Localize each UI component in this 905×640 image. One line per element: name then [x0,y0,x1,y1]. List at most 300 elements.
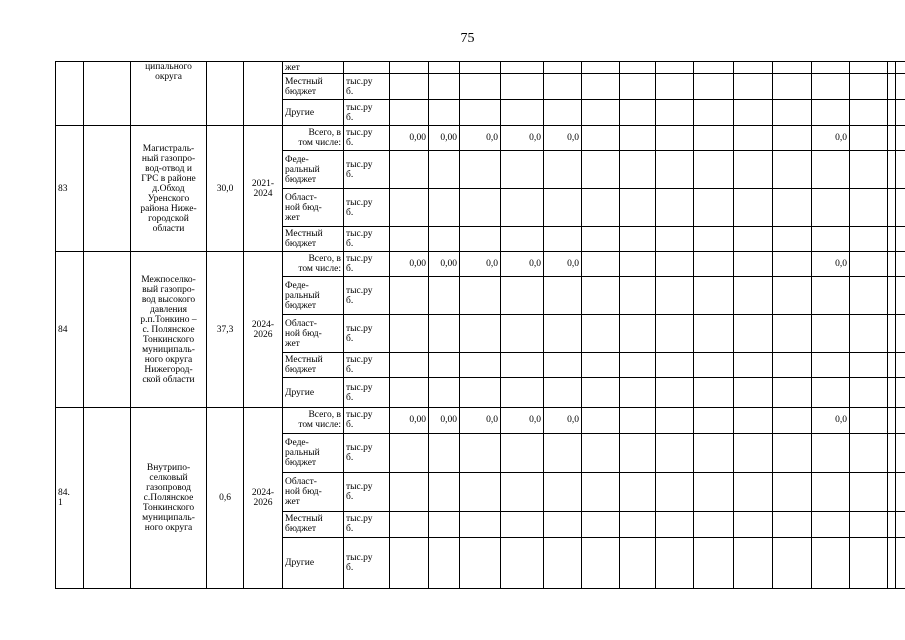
source-label: Област- ной бюд- жет [283,472,344,511]
empty-cell [896,151,905,189]
empty-cell [850,151,888,189]
empty-cell [734,472,773,511]
empty-cell [429,277,460,315]
empty-cell [501,315,544,353]
empty-cell [694,189,734,227]
source-label: Феде- ральный бюджет [283,151,344,189]
value-cell: 0,00 [390,252,429,277]
source-label: Местный бюджет [283,511,344,537]
empty-cell [656,511,694,537]
empty-cell [390,511,429,537]
empty-cell [582,100,620,126]
empty-cell [501,433,544,472]
empty-cell [694,227,734,252]
row-number: 84. 1 [56,408,84,589]
source-label: Област- ной бюд- жет [283,189,344,227]
empty-cell [544,277,582,315]
empty-cell [734,252,773,277]
empty-cell [390,537,429,588]
empty-cell [390,74,429,100]
empty-cell [896,408,905,434]
empty-cell [429,433,460,472]
empty-cell [812,472,850,511]
row-number [56,62,84,126]
empty-cell [888,537,896,588]
empty-cell [460,511,501,537]
period-cell: 2021- 2024 [244,126,283,252]
empty-cell [656,74,694,100]
empty-cell [460,353,501,378]
source-label: Другие [283,378,344,408]
empty-cell [773,252,812,277]
empty-cell [656,151,694,189]
empty-cell [544,315,582,353]
empty-cell [850,100,888,126]
length-cell [207,62,244,126]
empty-cell [429,151,460,189]
unit-cell: тыс.ру б. [344,100,390,126]
source-label: Местный бюджет [283,74,344,100]
empty-cell [501,227,544,252]
empty-cell [812,74,850,100]
empty-cell [501,378,544,408]
empty-cell [812,189,850,227]
empty-cell [888,378,896,408]
empty-cell [656,378,694,408]
empty-cell [460,74,501,100]
empty-cell [501,151,544,189]
empty-cell [896,126,905,151]
source-label: Местный бюджет [283,227,344,252]
value-cell: 0,0 [544,126,582,151]
empty-cell [620,433,656,472]
empty-cell [582,353,620,378]
empty-cell [888,277,896,315]
empty-cell [620,252,656,277]
empty-cell [390,353,429,378]
empty-cell [582,472,620,511]
empty-cell [888,408,896,434]
length-cell: 0,6 [207,408,244,589]
empty-cell [460,433,501,472]
table-row [56,408,905,434]
empty-cell [390,151,429,189]
empty-cell [620,353,656,378]
empty-cell [888,151,896,189]
empty-cell [620,126,656,151]
unit-cell: тыс.ру б. [344,227,390,252]
period-cell: 2024- 2026 [244,252,283,408]
empty-cell [896,511,905,537]
empty-cell [544,353,582,378]
empty-cell [773,433,812,472]
empty-cell [582,151,620,189]
empty-cell [390,100,429,126]
empty-cell [620,62,656,74]
empty-cell [896,277,905,315]
empty-cell [620,189,656,227]
empty-cell [888,227,896,252]
source-label: жет [283,62,344,74]
empty-cell [544,74,582,100]
empty-cell [734,353,773,378]
empty-cell [501,472,544,511]
value-cell: 0,0 [501,408,544,434]
length-cell: 37,3 [207,252,244,408]
empty-cell [501,62,544,74]
empty-cell [620,151,656,189]
empty-cell [429,227,460,252]
unit-cell: тыс.ру б. [344,378,390,408]
empty-cell [694,126,734,151]
period-cell: 2024- 2026 [244,408,283,589]
empty-cell [620,74,656,100]
value-cell: 0,0 [460,408,501,434]
empty-cell [429,189,460,227]
empty-cell [460,151,501,189]
empty-cell [460,189,501,227]
empty-cell [850,472,888,511]
empty-cell [812,537,850,588]
empty-cell [812,151,850,189]
empty-cell [429,511,460,537]
empty-cell [850,511,888,537]
empty-cell [460,100,501,126]
empty-cell [850,433,888,472]
empty-cell [460,537,501,588]
empty-cell [694,74,734,100]
empty-cell [734,227,773,252]
empty-cell [773,511,812,537]
empty-cell [544,537,582,588]
empty-cell [694,315,734,353]
source-label: Всего, в том числе: [283,252,344,277]
empty-cell [656,189,694,227]
empty-cell [812,353,850,378]
empty-cell [84,252,131,408]
source-label: Всего, в том числе: [283,126,344,151]
empty-cell [390,472,429,511]
empty-cell [544,511,582,537]
empty-cell [582,74,620,100]
empty-cell [773,408,812,434]
table-row [56,62,905,74]
object-name: ципального округа [131,62,207,126]
empty-cell [773,277,812,315]
empty-cell [812,227,850,252]
empty-cell [620,511,656,537]
object-name: Магистраль- ный газопро- вод-отвод и ГРС в районе д.Обход Уренского района Ниже- городской области [131,126,207,252]
unit-cell [344,62,390,74]
empty-cell [620,537,656,588]
value-cell: 0,0 [812,252,850,277]
empty-cell [896,378,905,408]
empty-cell [812,433,850,472]
empty-cell [390,189,429,227]
empty-cell [620,408,656,434]
empty-cell [460,62,501,74]
empty-cell [429,378,460,408]
empty-cell [544,378,582,408]
empty-cell [734,74,773,100]
empty-cell [773,126,812,151]
value-cell: 0,0 [544,408,582,434]
value-cell: 0,0 [460,252,501,277]
empty-cell [656,353,694,378]
empty-cell [84,408,131,589]
empty-cell [734,408,773,434]
empty-cell [501,537,544,588]
empty-cell [84,62,131,126]
empty-cell [656,537,694,588]
empty-cell [773,100,812,126]
empty-cell [773,472,812,511]
empty-cell [429,74,460,100]
empty-cell [501,100,544,126]
empty-cell [694,408,734,434]
empty-cell [656,277,694,315]
empty-cell [773,353,812,378]
empty-cell [734,277,773,315]
unit-cell: тыс.ру б. [344,472,390,511]
empty-cell [694,378,734,408]
empty-cell [694,62,734,74]
empty-cell [850,74,888,100]
source-label: Другие [283,537,344,588]
empty-cell [582,511,620,537]
value-cell: 0,00 [429,126,460,151]
empty-cell [656,408,694,434]
empty-cell [582,227,620,252]
empty-cell [460,315,501,353]
empty-cell [429,315,460,353]
empty-cell [656,315,694,353]
empty-cell [582,433,620,472]
page-number: 75 [460,31,475,46]
empty-cell [544,227,582,252]
empty-cell [429,353,460,378]
empty-cell [773,62,812,74]
empty-cell [694,537,734,588]
empty-cell [896,189,905,227]
empty-cell [501,511,544,537]
empty-cell [656,252,694,277]
value-cell: 0,0 [460,126,501,151]
row-number: 84 [56,252,84,408]
empty-cell [888,100,896,126]
empty-cell [734,189,773,227]
empty-cell [582,408,620,434]
value-cell: 0,00 [429,408,460,434]
empty-cell [544,433,582,472]
unit-cell: тыс.ру б. [344,353,390,378]
unit-cell: тыс.ру б. [344,537,390,588]
source-label: Феде- ральный бюджет [283,277,344,315]
empty-cell [582,277,620,315]
value-cell: 0,0 [812,408,850,434]
empty-cell [582,315,620,353]
empty-cell [501,74,544,100]
empty-cell [896,537,905,588]
table-row [56,126,905,151]
value-cell: 0,0 [544,252,582,277]
empty-cell [850,227,888,252]
empty-cell [656,472,694,511]
empty-cell [896,100,905,126]
empty-cell [734,151,773,189]
empty-cell [544,62,582,74]
empty-cell [656,227,694,252]
empty-cell [850,189,888,227]
empty-cell [896,353,905,378]
empty-cell [582,126,620,151]
empty-cell [773,227,812,252]
investment-table [55,61,905,589]
empty-cell [390,433,429,472]
empty-cell [501,189,544,227]
empty-cell [694,353,734,378]
row-number: 83 [56,126,84,252]
empty-cell [773,537,812,588]
empty-cell [850,252,888,277]
unit-cell: тыс.ру б. [344,511,390,537]
empty-cell [812,378,850,408]
empty-cell [656,100,694,126]
unit-cell: тыс.ру б. [344,151,390,189]
unit-cell: тыс.ру б. [344,189,390,227]
length-cell: 30,0 [207,126,244,252]
empty-cell [390,315,429,353]
unit-cell: тыс.ру б. [344,408,390,434]
empty-cell [544,189,582,227]
empty-cell [896,74,905,100]
empty-cell [620,227,656,252]
empty-cell [773,189,812,227]
value-cell: 0,0 [501,252,544,277]
source-label: Феде- ральный бюджет [283,433,344,472]
empty-cell [390,227,429,252]
empty-cell [656,62,694,74]
empty-cell [888,433,896,472]
source-label: Всего, в том числе: [283,408,344,434]
empty-cell [694,433,734,472]
empty-cell [582,537,620,588]
source-label: Местный бюджет [283,353,344,378]
value-cell: 0,00 [390,408,429,434]
empty-cell [694,472,734,511]
empty-cell [544,472,582,511]
empty-cell [544,151,582,189]
empty-cell [460,227,501,252]
empty-cell [694,277,734,315]
empty-cell [620,100,656,126]
object-name: Внутрипо- селковый газопровод с.Полянское Тонкинского муниципаль- ного округа [131,408,207,589]
unit-cell: тыс.ру б. [344,74,390,100]
empty-cell [460,378,501,408]
unit-cell: тыс.ру б. [344,126,390,151]
empty-cell [773,315,812,353]
object-name: Межпоселко- вый газопро- вод высокого давления р.п.Тонкино – с. Полянское Тонкинского муниципаль- ного округа Нижегород- ской области [131,252,207,408]
empty-cell [582,62,620,74]
empty-cell [888,472,896,511]
empty-cell [850,277,888,315]
empty-cell [734,100,773,126]
empty-cell [544,100,582,126]
empty-cell [694,100,734,126]
empty-cell [84,126,131,252]
empty-cell [773,151,812,189]
empty-cell [850,537,888,588]
empty-cell [620,472,656,511]
empty-cell [850,126,888,151]
empty-cell [850,315,888,353]
empty-cell [896,315,905,353]
empty-cell [734,126,773,151]
empty-cell [812,100,850,126]
empty-cell [734,315,773,353]
empty-cell [812,277,850,315]
empty-cell [460,472,501,511]
empty-cell [850,378,888,408]
empty-cell [429,537,460,588]
empty-cell [888,252,896,277]
empty-cell [850,353,888,378]
empty-cell [812,62,850,74]
value-cell: 0,0 [812,126,850,151]
empty-cell [501,353,544,378]
empty-cell [390,277,429,315]
empty-cell [656,433,694,472]
empty-cell [888,74,896,100]
empty-cell [812,511,850,537]
empty-cell [620,315,656,353]
empty-cell [896,252,905,277]
empty-cell [812,315,850,353]
empty-cell [390,378,429,408]
unit-cell: тыс.ру б. [344,433,390,472]
empty-cell [896,62,905,74]
empty-cell [734,537,773,588]
empty-cell [694,511,734,537]
table-row [56,252,905,277]
empty-cell [582,252,620,277]
empty-cell [620,277,656,315]
empty-cell [888,62,896,74]
empty-cell [429,62,460,74]
value-cell: 0,00 [390,126,429,151]
empty-cell [850,408,888,434]
empty-cell [734,378,773,408]
source-label: Област- ной бюд- жет [283,315,344,353]
unit-cell: тыс.ру б. [344,315,390,353]
empty-cell [429,472,460,511]
empty-cell [734,62,773,74]
empty-cell [429,100,460,126]
period-cell [244,62,283,126]
empty-cell [888,189,896,227]
empty-cell [734,511,773,537]
empty-cell [694,252,734,277]
empty-cell [734,433,773,472]
empty-cell [620,378,656,408]
empty-cell [582,378,620,408]
empty-cell [888,126,896,151]
unit-cell: тыс.ру б. [344,277,390,315]
empty-cell [460,277,501,315]
empty-cell [582,189,620,227]
empty-cell [390,62,429,74]
empty-cell [888,315,896,353]
